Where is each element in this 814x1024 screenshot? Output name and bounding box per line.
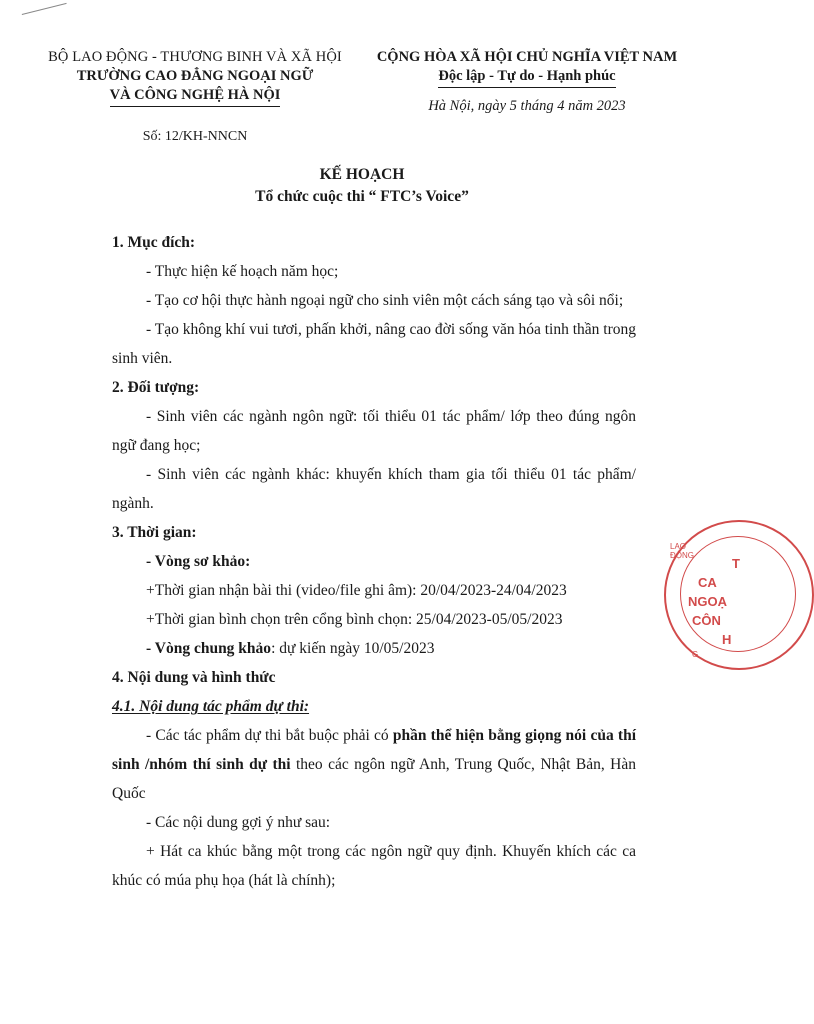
seal-line: H [722,632,732,647]
section-1-heading: 1. Mục đích: [112,234,196,251]
document-subtitle: Tổ chức cuộc thi “ FTC’s Voice” [255,188,469,205]
preliminary-round-item: +Thời gian bình chọn trên cổng bình chọn: 25/04/2023-05/05/2023 [146,611,563,628]
requirement-text-end: theo các ngôn ngữ Anh, Trung Quốc, Nhật Bản, Hàn Quốc [112,756,636,802]
section-2-heading: 2. Đối tượng: [112,379,200,396]
document-title: KẾ HOẠCH [319,166,405,183]
section-1-item: - Tạo cơ hội thực hành ngoại ngữ cho sinh viên một cách sáng tạo và sôi nổi; [146,292,624,309]
seal-ring-word: ĐỘNG [670,551,694,560]
section-4-1-paragraph [112,721,636,808]
preliminary-round-label: - Vòng sơ khảo: [146,553,251,570]
seal-center-text [688,554,740,649]
final-round-line [112,634,636,663]
document-body [112,228,636,895]
issuer-block [40,48,350,146]
seal-line: CA [698,575,717,590]
seal-line: T [732,556,740,571]
section-3-heading: 3. Thời gian: [112,524,197,541]
section-4-1-heading: 4.1. Nội dung tác phẩm dự thi: [112,698,310,715]
section-1-item: - Tạo không khí vui tươi, phấn khởi, nâng cao đời sống văn hóa tinh thần trong sinh viên. [112,321,636,367]
seal-ring-text [670,542,694,560]
place-and-date: Hà Nội, ngày 5 tháng 4 năm 2023 [428,98,626,114]
seal-line: CÔN [692,613,721,628]
final-round-label: - Vòng chung khảo [146,640,272,657]
suggestion-item: + Hát ca khúc bằng một trong các ngôn ngữ quy định. Khuyến khích các ca khúc có múa phụ họa (hát là chính); [112,843,636,889]
national-header [362,48,692,116]
seal-bottom-text: G [692,650,699,659]
seal-ring-word: LAO [670,542,687,551]
section-1-item: - Thực hiện kế hoạch năm học; [146,263,339,280]
preliminary-round-item: +Thời gian nhận bài thi (video/file ghi âm): 20/04/2023-24/04/2023 [146,582,567,599]
final-round-date: : dự kiến ngày 10/05/2023 [271,640,435,657]
document-number: Số: 12/KH-NNCN [142,129,248,144]
national-motto: Độc lập - Tự do - Hạnh phúc [438,67,615,88]
suggestion-intro: - Các nội dung gợi ý như sau: [146,814,331,831]
school-name-line2: VÀ CÔNG NGHỆ HÀ NỘI [110,86,281,107]
red-seal-stamp [664,520,814,670]
nation-name: CỘNG HÒA XÃ HỘI CHỦ NGHĨA VIỆT NAM [376,49,678,65]
seal-line: NGOẠ [688,594,727,609]
section-2-item: - Sinh viên các ngành khác: khuyến khích tham gia tối thiểu 01 tác phẩm/ ngành. [112,466,636,512]
requirement-text-start: - Các tác phẩm dự thi bắt buộc phải có [146,727,393,744]
school-name-line1: TRƯỜNG CAO ĐẲNG NGOẠI NGỮ [76,68,314,84]
scan-pen-mark [18,0,66,15]
section-2-item: - Sinh viên các ngành ngôn ngữ: tối thiểu 01 tác phẩm/ lớp theo đúng ngôn ngữ đang học; [112,408,636,454]
requirement-emphasis: phần thể hiện bằng giọng nói của thí sinh /nhóm thí sinh dự thi [112,727,637,773]
section-4-heading: 4. Nội dung và hình thức [112,669,276,686]
ministry-name: BỘ LAO ĐỘNG - THƯƠNG BINH VÀ XÃ HỘI [48,49,342,65]
